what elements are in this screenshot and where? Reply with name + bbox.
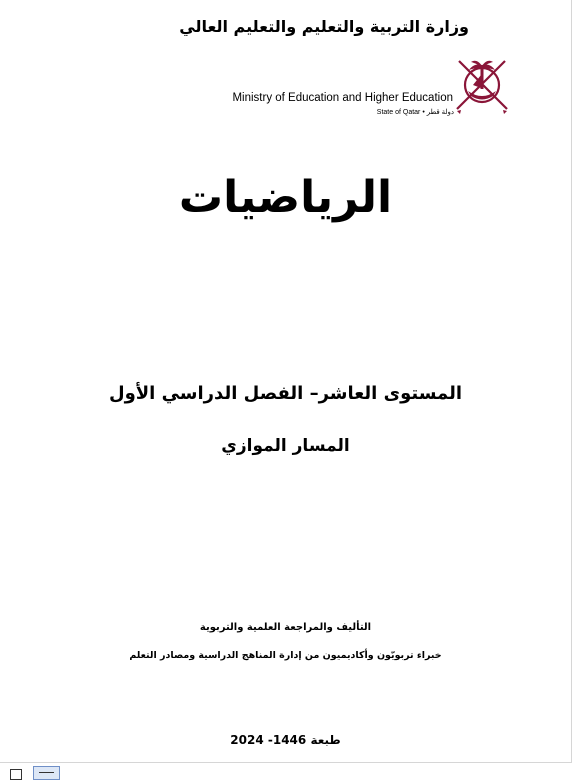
checkbox-control[interactable] [10, 769, 22, 780]
level-semester-subtitle: المستوى العاشر– الفصل الدراسي الأول [108, 383, 463, 404]
authoring-description: خبراء تربويّون وأكاديميون من إدارة المناهج الدراسية ومصادر التعلم [129, 650, 442, 661]
qatar-emblem-icon [453, 55, 511, 119]
ministry-name-arabic: وزارة التربية والتعليم والتعليم العالي [179, 17, 469, 36]
menu-icon [39, 772, 54, 773]
authoring-heading: التأليف والمراجعة العلمية والتربوية [199, 622, 372, 633]
ministry-name-english: Ministry of Education and Higher Education [232, 92, 453, 104]
track-label: المسار الموازي [221, 436, 350, 456]
book-title: الرياضيات [178, 172, 393, 223]
edition-label: طبعة 1446- 2024 [230, 733, 341, 747]
state-of-qatar-label: State of Qatar • دولة قطر [376, 109, 454, 116]
